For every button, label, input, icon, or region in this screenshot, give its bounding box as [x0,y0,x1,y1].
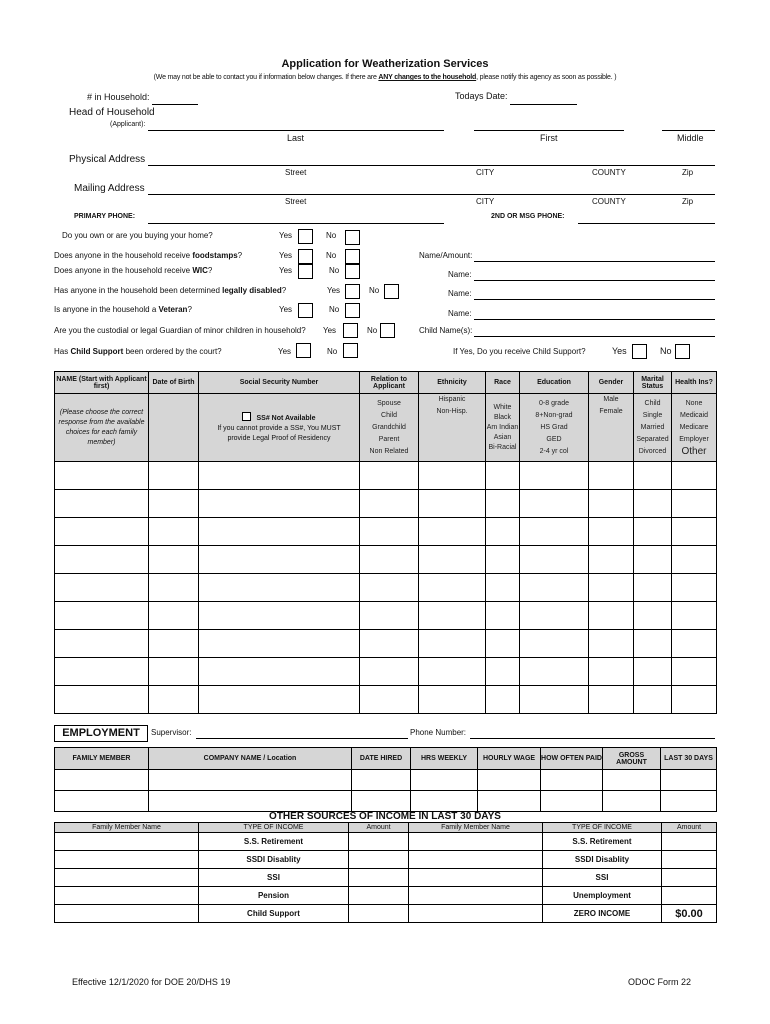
wic-question: Does anyone in the household receive WIC? [54,266,213,275]
own-home-yes-checkbox[interactable] [298,229,313,244]
employment-phone-label: Phone Number: [410,728,467,737]
emp-header-hours: HRS WEEKLY [411,748,478,770]
name-amount-field[interactable] [474,261,715,262]
health-option: None [685,399,703,407]
name-instructions: (Please choose the correct response from the available choices for each family member) [55,394,149,462]
health-option: Employer [679,435,709,443]
race-option: Am Indian [486,423,519,431]
footer-form-number: ODOC Form 22 [628,977,692,987]
veteran-yes-label: Yes [279,305,293,314]
todays-date-field[interactable] [510,104,577,105]
veteran-name-label: Name: [448,309,472,318]
gender-option: Male [603,396,619,403]
ethnicity-options [419,394,486,462]
ssn-not-available-label: SS# Not Available [256,414,316,422]
income-type: ZERO INCOME [543,905,662,923]
marital-option: Single [642,411,663,419]
gender-option: Female [599,408,623,415]
physical-street-caption: Street [285,168,307,177]
education-option: HS Grad [540,423,568,431]
custodial-no-label: No [367,326,378,335]
other-income-table [54,822,717,923]
income-type: SSI [543,869,662,887]
custodial-yes-label: Yes [323,326,337,335]
footer-effective: Effective 12/1/2020 for DOE 20/DHS 19 [72,977,231,987]
first-caption: First [540,133,558,143]
education-option: 2-4 yr col [539,447,569,455]
marital-option: Married [640,423,665,431]
physical-address-field[interactable] [148,165,715,166]
header-dob: Date of Birth [149,372,199,394]
header-name: NAME (Start with Applicant first) [55,372,149,394]
child-support-no-label: No [327,347,338,356]
marital-option: Child [644,399,661,407]
emp-header-date-hired: DATE HIRED [352,748,411,770]
ssn-not-available-checkbox[interactable] [242,412,251,421]
mailing-street-caption: Street [285,197,307,206]
income-header-amount: Amount [349,823,409,833]
form-notice: (We may not be able to contact you if information below changes. If there are ANY changes to the household, please notify this agency as soon as possible. ) [153,74,617,81]
income-type: Unemployment [543,887,662,905]
veteran-yes-checkbox[interactable] [298,303,313,318]
marital-option: Divorced [638,447,667,455]
household-row[interactable] [55,462,717,490]
relation-options [360,394,419,462]
income-row[interactable] [55,869,717,887]
relation-option: Non Related [369,447,409,455]
child-names-label: Child Name(s): [419,326,473,335]
relation-option: Child [381,411,397,419]
income-header-type-2: TYPE OF INCOME [543,823,662,833]
header-race: Race [486,372,520,394]
header-health: Health Ins? [672,372,717,394]
relation-option: Spouse [377,399,401,407]
household-table [54,371,717,714]
second-phone-label: 2ND OR MSG PHONE: [491,213,565,220]
employment-phone-field[interactable] [470,738,715,739]
dob-options-cell [149,394,199,462]
receive-support-no-checkbox[interactable] [675,344,690,359]
foodstamps-no-label: No [326,251,337,260]
household-row[interactable] [55,686,717,714]
education-options [520,394,589,462]
household-rows [55,462,717,714]
race-option: Asian [493,433,512,441]
child-support-yes-label: Yes [278,347,292,356]
gender-options [589,394,634,462]
own-home-yes-label: Yes [279,231,293,240]
income-row[interactable] [55,887,717,905]
mailing-address-label: Mailing Address [74,183,145,194]
emp-header-how-often: HOW OFTEN PAID [541,748,603,770]
income-row[interactable] [55,905,717,923]
income-type: S.S. Retirement [199,833,349,851]
wic-no-checkbox[interactable] [345,264,360,279]
form-title: Application for Weatherization Services [281,58,489,70]
receive-support-yes-label: Yes [612,346,627,356]
physical-address-label: Physical Address [69,154,146,165]
header-gender: Gender [589,372,634,394]
mailing-zip-caption: Zip [682,197,694,206]
income-type: SSDI Disablity [543,851,662,869]
ssn-note: If you cannot provide a SS#, You MUST provide Legal Proof of Residency [217,424,341,442]
employment-row[interactable] [55,770,717,791]
physical-county-caption: COUNTY [592,168,626,177]
income-header-type: TYPE OF INCOME [199,823,349,833]
income-header-member-2: Family Member Name [409,823,543,833]
foodstamps-no-checkbox[interactable] [345,249,360,264]
household-count-field[interactable] [152,104,198,105]
child-support-question: Has Child Support been ordered by the court? [54,347,222,356]
relation-option: Parent [378,435,400,443]
veteran-no-checkbox[interactable] [345,303,360,318]
household-count-label: # in Household: [87,92,150,102]
foodstamps-yes-label: Yes [279,251,293,260]
emp-header-company: COMPANY NAME / Location [149,748,352,770]
health-option: Other [681,445,707,457]
applicant-label: (Applicant): [110,121,146,128]
income-type: Child Support [199,905,349,923]
child-names-field[interactable] [474,336,715,337]
income-header-member: Family Member Name [55,823,199,833]
race-option: Bi-Racial [488,443,517,451]
veteran-question: Is anyone in the household a Veteran? [54,305,192,314]
health-option: Medicare [679,423,709,431]
wic-yes-label: Yes [279,266,293,275]
veteran-no-label: No [329,305,340,314]
child-support-no-checkbox[interactable] [343,343,358,358]
custodial-no-checkbox[interactable] [380,323,395,338]
education-option: 0-8 grade [539,399,569,407]
foodstamps-yes-checkbox[interactable] [298,249,313,264]
emp-header-member: FAMILY MEMBER [55,748,149,770]
marital-options [634,394,672,462]
disabled-name-label: Name: [448,289,472,298]
ethnicity-option: Hispanic [438,396,466,403]
health-options [672,394,717,462]
mailing-address-field[interactable] [148,194,715,195]
health-option: Medicaid [679,411,708,419]
household-row[interactable] [55,630,717,658]
header-relation: Relation to Applicant [360,372,419,394]
household-row[interactable] [55,574,717,602]
disabled-question: Has anyone in the household been determined legally disabled? [54,286,287,295]
zero-income-amount: $0.00 [662,905,717,923]
physical-zip-caption: Zip [682,168,694,177]
relation-option: Grandchild [372,423,406,431]
name-amount-label: Name/Amount: [419,251,473,260]
middle-name-field[interactable] [662,130,715,131]
own-home-no-label: No [326,231,337,240]
wic-name-field[interactable] [474,280,715,281]
receive-support-yes-checkbox[interactable] [632,344,647,359]
income-type: Pension [199,887,349,905]
mailing-city-caption: CITY [476,197,495,206]
second-phone-field[interactable] [578,223,715,224]
income-row[interactable] [55,833,717,851]
physical-city-caption: CITY [476,168,495,177]
child-support-yes-checkbox[interactable] [296,343,311,358]
last-caption: Last [287,133,305,143]
income-type: SSI [199,869,349,887]
veteran-name-field[interactable] [474,319,715,320]
education-option: 8+Non-grad [535,411,573,419]
disabled-no-checkbox[interactable] [384,284,399,299]
receive-support-question: If Yes, Do you receive Child Support? [453,347,586,356]
education-option: GED [546,435,562,443]
marital-option: Separated [636,435,669,443]
disabled-yes-checkbox[interactable] [345,284,360,299]
own-home-no-checkbox[interactable] [345,230,360,245]
emp-header-wage: HOURLY WAGE [478,748,541,770]
other-income-title: OTHER SOURCES OF INCOME IN LAST 30 DAYS [269,811,501,822]
custodial-yes-checkbox[interactable] [343,323,358,338]
race-option: Black [493,413,512,421]
first-name-field[interactable] [474,130,624,131]
custodial-question: Are you the custodial or legal Guardian of minor children in household? [54,326,306,335]
wic-name-label: Name: [448,270,472,279]
household-row[interactable] [55,518,717,546]
emp-header-gross: GROSS AMOUNT [603,748,661,770]
race-options [486,394,520,462]
employment-row[interactable] [55,791,717,812]
household-row[interactable] [55,490,717,518]
primary-phone-field[interactable] [148,223,444,224]
income-type: S.S. Retirement [543,833,662,851]
disabled-name-field[interactable] [474,299,715,300]
household-row[interactable] [55,602,717,630]
last-name-field[interactable] [148,130,444,131]
income-row[interactable] [55,851,717,869]
ethnicity-option: Non-Hisp. [436,408,468,415]
header-education: Education [520,372,589,394]
head-of-household-label: Head of Household [69,107,155,118]
receive-support-no-label: No [660,346,672,356]
wic-no-label: No [329,266,340,275]
wic-yes-checkbox[interactable] [298,264,313,279]
primary-phone-label: PRIMARY PHONE: [74,213,136,220]
todays-date-label: Todays Date: [455,91,508,101]
disabled-yes-label: Yes [327,286,341,295]
employment-table [54,747,717,812]
income-type: SSDI Disablity [199,851,349,869]
header-marital: Marital Status [634,372,672,394]
disabled-no-label: No [369,286,380,295]
supervisor-label: Supervisor: [151,728,192,737]
income-header-amount-2: Amount [662,823,717,833]
mailing-county-caption: COUNTY [592,197,626,206]
header-ssn: Social Security Number [199,372,360,394]
race-option: White [493,403,512,411]
household-row[interactable] [55,546,717,574]
supervisor-field[interactable] [196,738,408,739]
ssn-options-cell [199,394,360,462]
employment-label: EMPLOYMENT [54,725,148,742]
foodstamps-question: Does anyone in the household receive foodstamps? [54,251,243,260]
header-ethnicity: Ethnicity [419,372,486,394]
middle-caption: Middle [677,133,704,143]
household-row[interactable] [55,658,717,686]
own-home-question: Do you own or are you buying your home? [62,231,213,240]
emp-header-last-30: LAST 30 DAYS [661,748,717,770]
